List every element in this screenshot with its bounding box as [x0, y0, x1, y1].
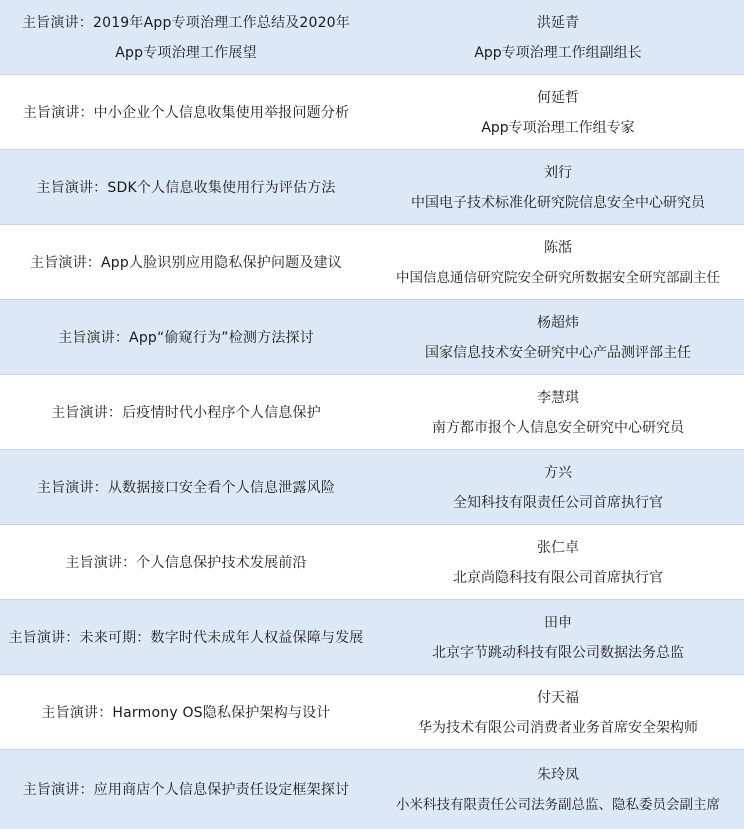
topic-text: 主旨演讲：SDK个人信息收集使用行为评估方法	[36, 179, 336, 196]
speaker-cell	[372, 750, 744, 829]
speaker-title: 北京尚隐科技有限公司首席执行官	[453, 569, 663, 586]
agenda-row	[0, 750, 744, 829]
speaker-title: App专项治理工作组副组长	[474, 44, 642, 61]
topic-text: 主旨演讲：中小企业个人信息收集使用举报问题分析	[22, 104, 350, 121]
agenda-row	[0, 0, 744, 75]
agenda-row	[0, 375, 744, 450]
speaker-title: 北京字节跳动科技有限公司数据法务总监	[432, 644, 684, 661]
topic-text: 主旨演讲：App人脸识别应用隐私保护问题及建议	[30, 254, 342, 271]
agenda-row	[0, 225, 744, 300]
speaker-cell	[372, 300, 744, 375]
topic-cell	[0, 75, 372, 150]
agenda-row	[0, 675, 744, 750]
topic-text: 主旨演讲：未来可期：数字时代未成年人权益保障与发展	[8, 629, 364, 646]
topic-cell	[0, 525, 372, 600]
speaker-name: 刘行	[544, 164, 572, 181]
speaker-title: 小米科技有限责任公司法务副总监、隐私委员会副主席	[396, 796, 720, 813]
speaker-title: 全知科技有限责任公司首席执行官	[453, 494, 663, 511]
speaker-cell	[372, 150, 744, 225]
speaker-cell	[372, 0, 744, 75]
speaker-name: 洪延青	[537, 14, 579, 31]
agenda-row	[0, 525, 744, 600]
topic-text: 主旨演讲：个人信息保护技术发展前沿	[65, 554, 307, 571]
agenda-row	[0, 75, 744, 150]
speaker-cell	[372, 450, 744, 525]
topic-text: 主旨演讲：App“偷窥行为”检测方法探讨	[58, 329, 314, 346]
speaker-name: 何延哲	[537, 89, 579, 106]
speaker-cell	[372, 600, 744, 675]
topic-cell	[0, 300, 372, 375]
topic-text: 主旨演讲：从数据接口安全看个人信息泄露风险	[36, 479, 336, 496]
speaker-cell	[372, 225, 744, 300]
speaker-name: 方兴	[544, 464, 572, 481]
speaker-name: 付天福	[537, 689, 579, 706]
agenda-row	[0, 300, 744, 375]
topic-cell	[0, 150, 372, 225]
topic-text: 主旨演讲：Harmony OS隐私保护架构与设计	[41, 704, 331, 721]
topic-cell	[0, 225, 372, 300]
speaker-cell	[372, 75, 744, 150]
speaker-name: 李慧琪	[537, 389, 579, 406]
speaker-cell	[372, 525, 744, 600]
speaker-title: App专项治理工作组专家	[481, 119, 635, 136]
agenda-row	[0, 600, 744, 675]
agenda-row	[0, 150, 744, 225]
speaker-name: 陈湉	[544, 239, 572, 256]
speaker-title: 华为技术有限公司消费者业务首席安全架构师	[418, 719, 698, 736]
topic-cell	[0, 0, 372, 75]
topic-text: 主旨演讲：后疫情时代小程序个人信息保护	[51, 404, 321, 421]
speaker-title: 国家信息技术安全研究中心产品测评部主任	[425, 344, 691, 361]
topic-text: 主旨演讲：应用商店个人信息保护责任设定框架探讨	[22, 781, 350, 798]
speaker-name: 田申	[544, 614, 572, 631]
speaker-cell	[372, 675, 744, 750]
topic-cell	[0, 750, 372, 829]
speaker-cell	[372, 375, 744, 450]
speaker-title: 中国信息通信研究院安全研究所数据安全研究部副主任	[396, 269, 720, 286]
topic-cell	[0, 675, 372, 750]
speaker-title: 中国电子技术标准化研究院信息安全中心研究员	[411, 194, 705, 211]
topic-cell	[0, 375, 372, 450]
agenda-row	[0, 450, 744, 525]
topic-cell	[0, 600, 372, 675]
topic-text: 主旨演讲：2019年App专项治理工作总结及2020年App专项治理工作展望	[21, 14, 350, 61]
speaker-name: 杨超炜	[537, 314, 579, 331]
speaker-name: 朱玲凤	[537, 766, 579, 783]
speaker-title: 南方都市报个人信息安全研究中心研究员	[432, 419, 684, 436]
speaker-name: 张仁卓	[537, 539, 579, 556]
topic-cell	[0, 450, 372, 525]
